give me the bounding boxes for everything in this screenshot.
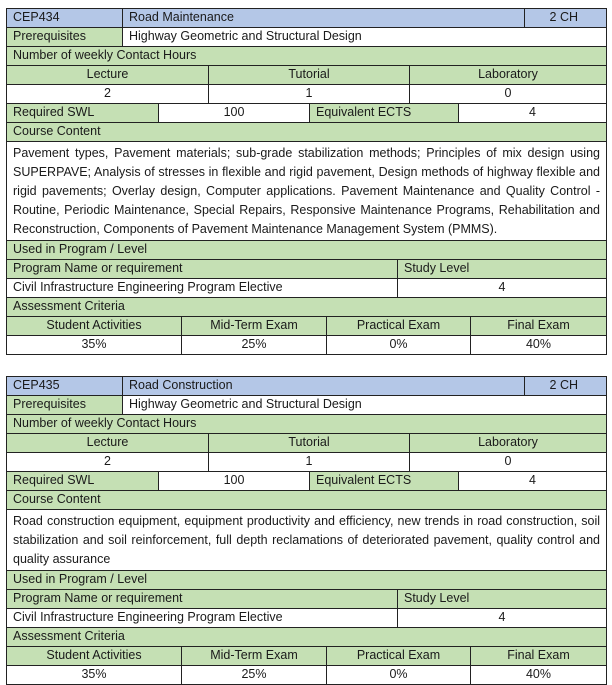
- weekly-hours-label: Number of weekly Contact Hours: [7, 415, 606, 433]
- program-name-label: Program Name or requirement: [7, 260, 397, 278]
- practical-exam-label: Practical Exam: [326, 647, 470, 665]
- hours-values-row: [6, 453, 607, 472]
- course-title: Road Construction: [122, 377, 524, 395]
- course-table: [6, 376, 607, 685]
- course-code: CEP435: [7, 377, 122, 395]
- program-name-label: Program Name or requirement: [7, 590, 397, 608]
- prerequisites-value: Highway Geometric and Structural Design: [122, 28, 606, 46]
- required-swl-value: 100: [158, 472, 309, 490]
- study-level-label: Study Level: [397, 260, 606, 278]
- assessment-values-row: [6, 666, 607, 685]
- assessment-criteria-label: Assessment Criteria: [7, 298, 606, 316]
- program-name-value: Civil Infrastructure Engineering Program Elective: [7, 279, 397, 297]
- student-activities-label: Student Activities: [7, 647, 181, 665]
- course-content-label: Course Content: [7, 123, 606, 141]
- laboratory-value: 0: [409, 85, 606, 103]
- hours-values-row: [6, 85, 607, 104]
- lecture-value: 2: [7, 453, 208, 471]
- course-header-row: [6, 376, 607, 396]
- tutorial-label: Tutorial: [208, 66, 409, 84]
- credit-hours: 2 CH: [524, 377, 606, 395]
- student-activities-label: Student Activities: [7, 317, 181, 335]
- assessment-labels-row: [6, 317, 607, 336]
- weekly-hours-header: [6, 47, 607, 66]
- assessment-values-row: [6, 336, 607, 355]
- study-level-value: 4: [397, 279, 606, 297]
- assessment-criteria-label: Assessment Criteria: [7, 628, 606, 646]
- hours-labels-row: [6, 434, 607, 453]
- laboratory-label: Laboratory: [409, 66, 606, 84]
- hours-labels-row: [6, 66, 607, 85]
- course-content-label: Course Content: [7, 491, 606, 509]
- used-in-program-header: [6, 241, 607, 260]
- required-swl-label: Required SWL: [7, 104, 158, 122]
- prerequisites-row: [6, 28, 607, 47]
- course-table: [6, 8, 607, 355]
- credit-hours: 2 CH: [524, 9, 606, 27]
- course-content-row: [6, 510, 607, 571]
- prerequisites-label: Prerequisites: [7, 396, 122, 414]
- required-swl-value: 100: [158, 104, 309, 122]
- midterm-exam-label: Mid-Term Exam: [181, 647, 326, 665]
- equivalent-ects-value: 4: [458, 472, 606, 490]
- practical-exam-value: 0%: [326, 336, 470, 354]
- study-level-value: 4: [397, 609, 606, 627]
- prerequisites-label: Prerequisites: [7, 28, 122, 46]
- program-name-value: Civil Infrastructure Engineering Program Elective: [7, 609, 397, 627]
- prerequisites-value: Highway Geometric and Structural Design: [122, 396, 606, 414]
- course-content-header: [6, 123, 607, 142]
- assessment-labels-row: [6, 647, 607, 666]
- lecture-label: Lecture: [7, 66, 208, 84]
- course-header-row: [6, 8, 607, 28]
- final-exam-label: Final Exam: [470, 317, 606, 335]
- prerequisites-row: [6, 396, 607, 415]
- study-level-label: Study Level: [397, 590, 606, 608]
- course-content-row: [6, 142, 607, 241]
- weekly-hours-header: [6, 415, 607, 434]
- program-values-row: [6, 609, 607, 628]
- swl-row: [6, 104, 607, 123]
- equivalent-ects-label: Equivalent ECTS: [309, 472, 458, 490]
- program-values-row: [6, 279, 607, 298]
- practical-exam-label: Practical Exam: [326, 317, 470, 335]
- course-content-header: [6, 491, 607, 510]
- program-labels-row: [6, 590, 607, 609]
- laboratory-value: 0: [409, 453, 606, 471]
- used-in-program-header: [6, 571, 607, 590]
- course-content-text: Road construction equipment, equipment productivity and efficiency, new trends in road construction, soil stabilization and soil reinforcement, full depth reclamations of deteriorated pavement, quality control and quality assurance: [7, 510, 606, 570]
- final-exam-label: Final Exam: [470, 647, 606, 665]
- student-activities-value: 35%: [7, 666, 181, 684]
- course-code: CEP434: [7, 9, 122, 27]
- program-labels-row: [6, 260, 607, 279]
- swl-row: [6, 472, 607, 491]
- final-exam-value: 40%: [470, 336, 606, 354]
- midterm-exam-value: 25%: [181, 336, 326, 354]
- equivalent-ects-label: Equivalent ECTS: [309, 104, 458, 122]
- used-in-program-label: Used in Program / Level: [7, 241, 606, 259]
- used-in-program-label: Used in Program / Level: [7, 571, 606, 589]
- equivalent-ects-value: 4: [458, 104, 606, 122]
- lecture-value: 2: [7, 85, 208, 103]
- weekly-hours-label: Number of weekly Contact Hours: [7, 47, 606, 65]
- assessment-header: [6, 298, 607, 317]
- final-exam-value: 40%: [470, 666, 606, 684]
- student-activities-value: 35%: [7, 336, 181, 354]
- tutorial-value: 1: [208, 85, 409, 103]
- course-content-text: Pavement types, Pavement materials; sub-grade stabilization methods; Principles of mix design using SUPERPAVE; Analysis of stresses in flexible and rigid pavement, Design methods of highway flexible and rigid pavements; Overlay design, Computer applications. Pavement Maintenance and Quality Control - Routine, Periodic Maintenance, Special Repairs, Responsive Maintenance Programs, Rehabilitation and Reconstruction, Components of Pavement Maintenance Management System (PMMS).: [7, 142, 606, 240]
- midterm-exam-value: 25%: [181, 666, 326, 684]
- laboratory-label: Laboratory: [409, 434, 606, 452]
- tutorial-value: 1: [208, 453, 409, 471]
- lecture-label: Lecture: [7, 434, 208, 452]
- required-swl-label: Required SWL: [7, 472, 158, 490]
- practical-exam-value: 0%: [326, 666, 470, 684]
- assessment-header: [6, 628, 607, 647]
- course-title: Road Maintenance: [122, 9, 524, 27]
- tutorial-label: Tutorial: [208, 434, 409, 452]
- midterm-exam-label: Mid-Term Exam: [181, 317, 326, 335]
